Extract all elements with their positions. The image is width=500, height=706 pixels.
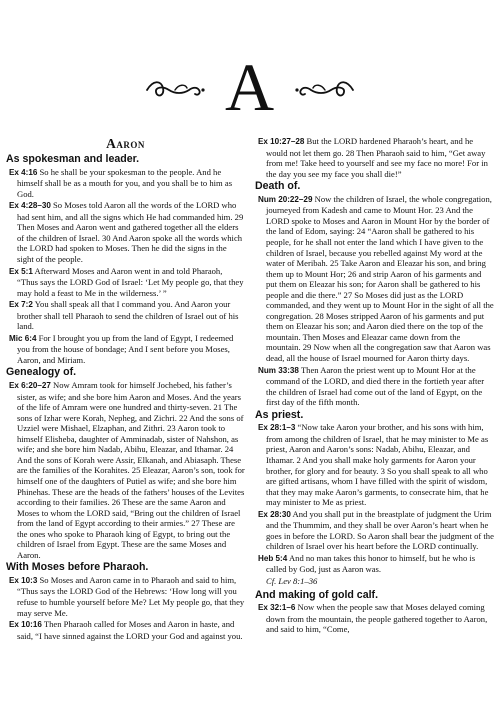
cross-reference: Cf. Lev 8:1–36: [266, 575, 318, 586]
verse-text: So he shall be your spokesman to the people. And he himself shall be as a mouth for you, and you shall be to him as God.: [17, 166, 233, 199]
verse-text: Then Pharaoh called for Moses and Aaron in haste, and said, “I have sinned against the LORD your God and against you.: [17, 619, 243, 641]
scripture-entry: [255, 194, 494, 364]
verse-reference: Ex 10:3: [9, 575, 38, 585]
left-column: [6, 136, 245, 702]
section-heading: With Moses before Pharaoh.: [6, 561, 149, 574]
scripture-entry: [255, 602, 494, 635]
verse-reference: Ex 4:16: [9, 167, 38, 177]
scripture-entry: [255, 509, 494, 552]
section-heading: And making of gold calf.: [255, 588, 379, 601]
verse-reference: Num 20:22–29: [258, 194, 313, 204]
entry-title: Aaron: [106, 136, 145, 151]
section-heading: Genealogy of.: [6, 366, 77, 379]
chapter-header: [0, 50, 500, 130]
verse-reference: Heb 5:4: [258, 553, 288, 563]
verse-reference: Ex 6:20–27: [9, 381, 51, 391]
verse-reference: Ex 10:27–28: [258, 137, 305, 146]
verse-text: Now when the people saw that Moses delayed coming down from the mountain, the people gathered together to Aaron, and said to him, “Come,: [266, 602, 488, 635]
scripture-entry: [6, 380, 245, 560]
verse-text: So Moses told Aaron all the words of the LORD who had sent him, and all the signs which He had commanded him. 29 Then Moses and Aaron went and gathered together all the elders of the children of Israel. 30 And Aaron spoke all the words which the LORD had spoken to Moses. Then he did the signs in the sight of the people.: [17, 200, 244, 264]
scripture-entry: [255, 553, 494, 575]
section-heading: As priest.: [255, 408, 304, 421]
verse-reference: Ex 28:1–3: [258, 423, 296, 433]
scripture-entry: [6, 333, 245, 366]
verse-reference: Ex 7:2: [9, 300, 33, 310]
verse-text: And you shall put in the breastplate of judgment the Urim and the Thummim, and they shall be over Aaron’s heart when he goes in before the LORD. So Aaron shall bear the judgment of the children of Israel over his heart before the LORD continually.: [266, 508, 494, 552]
verse-text: For I brought you up from the land of Egypt, I redeemed you from the house of bondage; And I sent before you Moses, Aaron, and Miriam.: [17, 332, 234, 365]
verse-text: So Moses and Aaron came in to Pharaoh and said to him, “Thus says the LORD God of the Hebrews: ‘How long will you refuse to humble yourself before Me? Let My people go, that they may serve Me.: [17, 574, 245, 618]
verse-reference: Mic 6:4: [9, 333, 37, 343]
verse-reference: Ex 10:16: [9, 620, 42, 630]
scripture-entry: [6, 619, 245, 641]
section-heading: Death of.: [255, 180, 301, 193]
verse-text: Then Aaron the priest went up to Mount Hor at the command of the LORD, and died there in the fortieth year after the children of Israel had come out of the land of Egypt, on the first day of the fifth month.: [266, 364, 485, 408]
verse-text: “Now take Aaron your brother, and his sons with him, from among the children of Israel, that he may minister to Me as priest, Aaron and Aaron’s sons: Nadab, Abihu, Eleazar, and Ithamar. 2 And you shall make holy garments for Aaron your brother, for glory and for beauty. 3 So you shall speak to all who are gifted artisans, whom I have filled with the spirit of wisdom, that they may make Aaron’s garments, to consecrate him, that he may minister to Me as priest.: [266, 422, 489, 508]
scripture-entry: [255, 422, 494, 507]
verse-text: Now Amram took for himself Jochebed, his father’s sister, as wife; and she bore him Aaron and Moses. And the years of the life of Amram were one hundred and thirty-seven. 21 The sons of Izhar were Korah, Nepheg, and Zichri. 22 And the sons of Uzziel were Mishael, Elzaphan, and Zithri. 23 Aaron took to himself Elisheba, daughter of Amminadab, sister of Nahshon, as wife; and she bore him Nadab, Abihu, Eleazar, and Ithamar. 24 And the sons of Korah were Assir, Elkanah, and Abiasaph. These are the families of the Korahites. 25 Eleazar, Aaron’s son, took for himself one of the daughters of Putiel as wife; and she bore him Phinehas. These are the heads of the fathers’ houses of the Levites according to their families. 26 These are the same Aaron and Moses to whom the LORD said, “Bring out the children of Israel from the land of Egypt according to their armies.” 27 These are the ones who spoke to Pharaoh king of Egypt, to bring out the children of Israel from Egypt. These are the same Moses and Aaron.: [17, 380, 245, 560]
chapter-letter: A: [224, 49, 276, 125]
scripture-entry: [6, 575, 245, 618]
scripture-entry: [6, 167, 245, 200]
verse-reference: Ex 32:1–6: [258, 603, 296, 613]
verse-text: Now the children of Israel, the whole congregation, journeyed from Kadesh and came to Mount Hor. 23 And the LORD spoke to Moses and Aaron in Mount Hor by the border of the land of Edom, saying: 24 “Aaron shall be gathered to his people, for he shall not enter the land which I have given to the children of Israel, because you rebelled against My word at the water of Meribah. 25 Take Aaron and Eleazar his son, and bring them up to Mount Hor; 26 and strip Aaron of his garments and put them on Eleazar his son; for Aaron shall be gathered to his people and die there.” 27 So Moses did just as the LORD commanded, and they went up to Mount Hor in the sight of all the congregation. 28 Moses stripped Aaron of his garments and put them on Eleazar his son; and Aaron died there on the top of the mountain. Then Moses and Eleazar came down from the mountain. 29 Now when all the congregation saw that Aaron was dead, all the house of Israel mourned for Aaron thirty days.: [266, 193, 494, 363]
scripture-entry: [255, 365, 494, 408]
verse-text: But the LORD hardened Pharaoh’s heart, and he would not let them go. 28 Then Pharaoh said to him, “Get away from me! Take heed to yourself and see my face no more! For in the day you see my face you shall die!”: [266, 136, 488, 179]
verse-reference: Ex 4:28–30: [9, 201, 51, 211]
verse-reference: Num 33:38: [258, 365, 299, 375]
scripture-entry: [6, 299, 245, 332]
section-heading: As spokesman and leader.: [6, 153, 140, 165]
right-flourish-ornament: [293, 78, 355, 102]
verse-text: Afterward Moses and Aaron went in and told Pharaoh, “Thus says the LORD God of Israel: ‘Let My people go, that they may hold a feast to Me in the wilderness.’ ”: [17, 265, 244, 298]
scripture-entry: [6, 200, 245, 264]
verse-reference: Ex 28:30: [258, 509, 291, 519]
scripture-entry: [255, 136, 494, 179]
left-flourish-ornament: [145, 78, 207, 102]
right-column: [255, 136, 494, 702]
text-columns: [6, 136, 494, 702]
verse-reference: Ex 5:1: [9, 266, 33, 276]
verse-text: You shall speak all that I command you. And Aaron your brother shall tell Pharaoh to send the children of Israel out of his land.: [17, 299, 239, 332]
verse-text: And no man takes this honor to himself, but he who is called by God, just as Aaron was.: [266, 552, 476, 575]
scripture-entry: [6, 266, 245, 299]
